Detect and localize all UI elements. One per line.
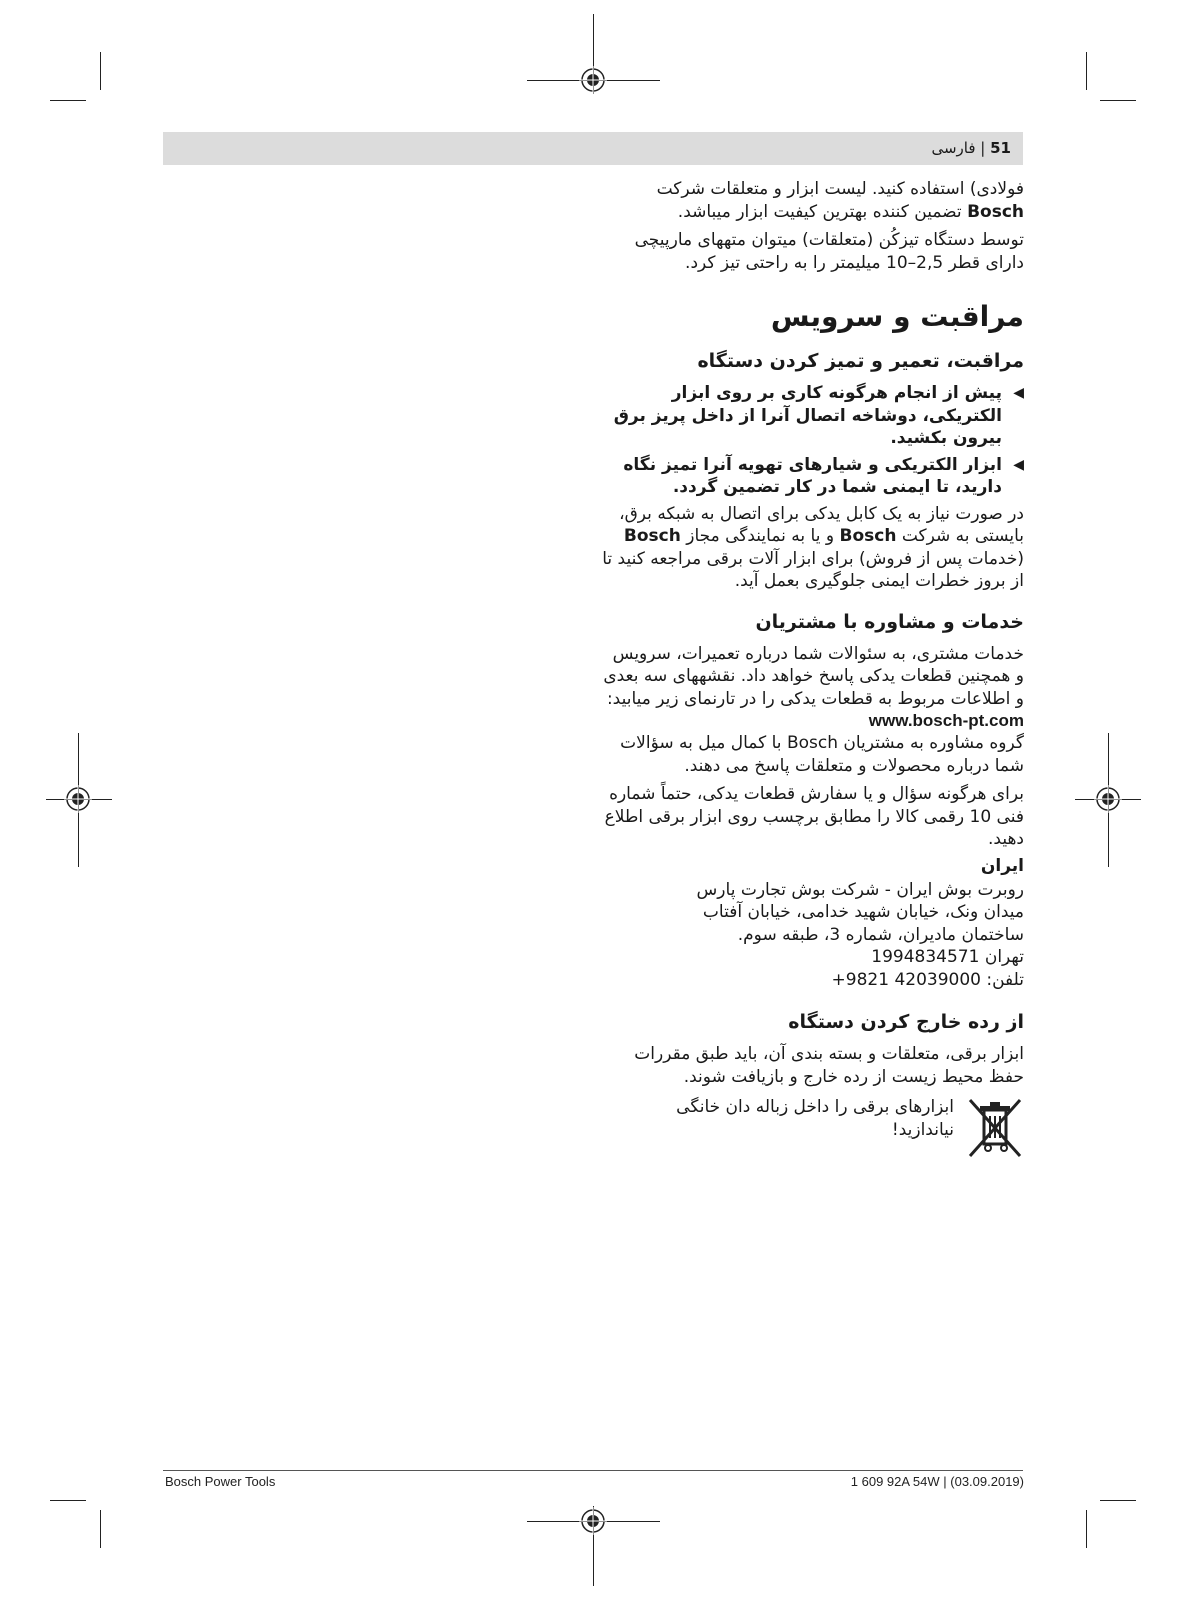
bullet-arrow-icon: ◀ bbox=[1013, 385, 1024, 401]
intro-text: فولادی) استفاده کنید. لیست ابزار و متعلقات شرکت bbox=[656, 179, 1024, 199]
address-line: ساختمان مادیران، شماره 3، طبقه سوم. bbox=[737, 924, 1024, 945]
disposal-paragraph: ابزار برقی، متعلقات و بسته بندی آن، باید طبق مقررات حفظ محیط زیست از رده خارج و بازیافت شوند. bbox=[634, 1044, 1024, 1087]
header-language: فارسی bbox=[931, 139, 976, 157]
crop-mark bbox=[100, 52, 101, 90]
address-line: روبرت بوش ایران - شرکت بوش تجارت پارس bbox=[696, 879, 1024, 900]
intro-text: تضمین کننده بهترین کیفیت ابزار میباشد. bbox=[677, 201, 968, 222]
footer-divider bbox=[163, 1470, 1023, 1471]
spare-parts-paragraph: برای هرگونه سؤال و یا سفارش قطعات یدکی، حتماً شماره فنی 10 رقمی کالا را مطابق برچسب روی ابزار برقی اطلاع دهید. bbox=[604, 784, 1024, 849]
safety-bullet bbox=[600, 454, 1024, 499]
intro-paragraph bbox=[600, 178, 1024, 223]
care-heading: مراقبت و سرویس bbox=[770, 300, 1024, 333]
registration-target-icon bbox=[579, 1507, 607, 1535]
crop-mark bbox=[50, 1500, 86, 1501]
brand-name: Bosch bbox=[967, 201, 1024, 222]
crossed-out-bin-icon bbox=[966, 1096, 1024, 1160]
footer-brand: Bosch Power Tools bbox=[165, 1474, 276, 1489]
brand-name: Bosch bbox=[839, 526, 897, 546]
address-line: میدان ونک، خیابان شهید خدامی، خیابان آفتاب bbox=[702, 902, 1024, 922]
registration-target-icon bbox=[579, 66, 607, 94]
header-bar bbox=[163, 132, 1023, 165]
care-subheading: مراقبت، تعمیر و تمیز کردن دستگاه bbox=[697, 350, 1024, 372]
weee-notice bbox=[600, 1096, 1024, 1160]
crop-mark bbox=[1086, 52, 1087, 90]
address-block bbox=[600, 879, 1024, 992]
service-heading: خدمات و مشاوره با مشتریان bbox=[755, 610, 1024, 633]
crop-mark bbox=[50, 100, 86, 101]
country-heading: ایران bbox=[980, 855, 1024, 876]
service-paragraph: خدمات مشتری، به سئوالات شما درباره تعمیرات، سرویس و همچنین قطعات یدکی پاسخ خواهد داد. نقشههای سه بعدی و اطلاعات مربوط به قطعات یدکی را در تارنمای زیر میابید: bbox=[603, 643, 1024, 709]
consulting-paragraph: گروه مشاوره به مشتریان Bosch با کمال میل به سؤالات شما درباره محصولات و متعلقات پاسخ می دهند. bbox=[620, 733, 1024, 776]
cable-paragraph bbox=[600, 503, 1024, 593]
phone-line: تلفن: 42039000 9821+ bbox=[831, 969, 1024, 990]
address-line: تهران 1994834571 bbox=[871, 947, 1024, 967]
footer-document-id: 1 609 92A 54W | (03.09.2019) bbox=[850, 1474, 1024, 1489]
bullet-text: ابزار الکتریکی و شیارهای تهویه آنرا تمیز نگاه دارید، تا ایمنی شما در کار تضمین گردد. bbox=[623, 454, 1002, 497]
bullet-arrow-icon: ◀ bbox=[1013, 456, 1024, 473]
safety-bullet bbox=[600, 382, 1024, 450]
registration-target-icon bbox=[64, 785, 92, 813]
website-link[interactable]: www.bosch-pt.com bbox=[868, 711, 1024, 730]
paragraph-text: (خدمات پس از فروش) برای ابزار آلات برقی مراجعه کنید تا از بروز خطرات ایمنی جلوگیری بعمل آید. bbox=[602, 548, 1024, 591]
page-number: 51 bbox=[990, 139, 1011, 157]
registration-target-icon bbox=[1094, 785, 1122, 813]
crop-mark bbox=[1100, 1500, 1136, 1501]
bullet-text: پیش از انجام هرگونه کاری بر روی ابزار الکتریکی، دوشاخه اتصال آنرا از داخل پریز برق بیرون بکشید. bbox=[613, 383, 1002, 448]
page-header bbox=[931, 139, 1011, 157]
content-column bbox=[600, 178, 1024, 1160]
header-separator: | bbox=[975, 139, 991, 157]
brand-name: Bosch bbox=[623, 526, 681, 546]
crop-mark bbox=[1086, 1510, 1087, 1548]
paragraph-text: در صورت نیاز به یک کابل یدکی برای اتصال به شبکه برق، بایستی به شرکت bbox=[619, 503, 1024, 546]
crop-mark bbox=[1100, 100, 1136, 101]
sharpener-paragraph: توسط دستگاه تیزکُن (متعلقات) میتوان متههای مارپیچی دارای قطر 2,5–10 میلیمتر را به راحتی تیز کرد. bbox=[634, 230, 1024, 273]
crop-mark bbox=[100, 1510, 101, 1548]
paragraph-text: و یا به نمایندگی مجاز bbox=[680, 526, 840, 546]
disposal-heading: از رده خارج کردن دستگاه bbox=[788, 1011, 1024, 1033]
weee-text: ابزارهای برقی را داخل زباله دان خانگی نیاندازید! bbox=[676, 1097, 954, 1140]
